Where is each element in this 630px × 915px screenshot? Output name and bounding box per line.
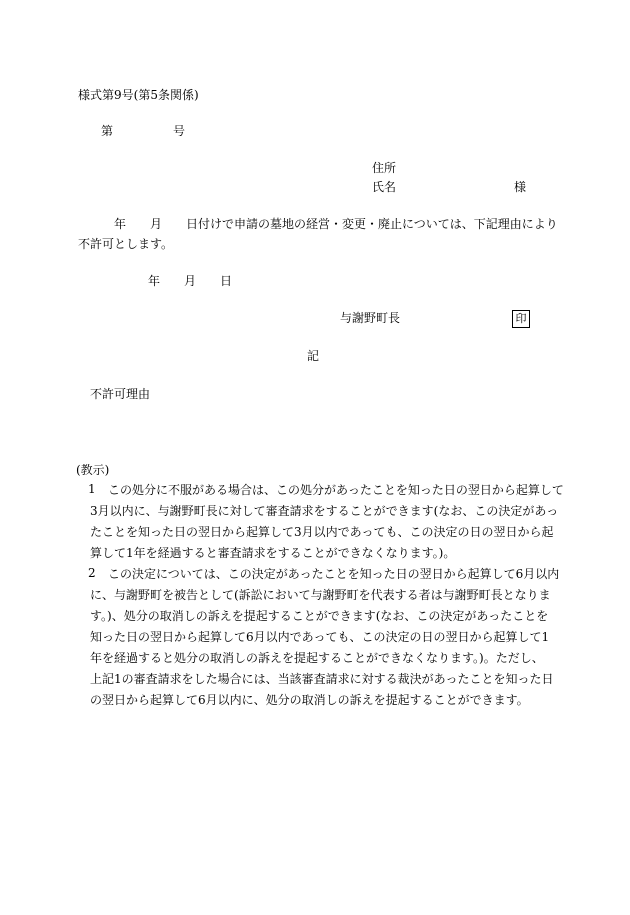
name-label: 氏名: [372, 180, 397, 194]
notice-item-number: 2: [88, 566, 96, 580]
date-month: 月: [184, 274, 197, 288]
body-line-2: 不許可とします。: [78, 237, 174, 251]
notice-line: 3月以内に、与謝野町長に対して審査請求をすることができます(なお、この決定があっ: [90, 504, 559, 518]
notice-line: たことを知った日の翌日から起算して3月以内であっても、この決定の日の翌日から起: [90, 525, 554, 539]
honorific-sama: 様: [514, 180, 527, 194]
reference-go: 号: [173, 124, 186, 138]
issuer-name: 与謝野町長: [340, 311, 401, 325]
notice-heading: (教示): [76, 463, 110, 477]
notice-line: この決定については、この決定があったことを知った日の翌日から起算して6月以内: [108, 567, 560, 581]
notice-line: 知った日の翌日から起算して6月以内であっても、この決定の日の翌日から起算して1: [90, 630, 550, 644]
reason-label: 不許可理由: [90, 387, 151, 401]
notice-line: この処分に不服がある場合は、この処分があったことを知った日の翌日から起算して: [108, 483, 564, 497]
notice-line: 年を経過すると処分の取消しの訴えを提起することができなくなります。)。ただし、: [90, 651, 544, 665]
seal-stamp: 印: [512, 310, 530, 328]
body-line-1: 年 月 日付けで申請の墓地の経営・変更・廃止については、下記理由により: [114, 217, 558, 231]
date-year: 年: [148, 274, 161, 288]
notice-item-number: 1: [88, 482, 96, 496]
notice-line: の翌日から起算して6月以内に、処分の取消しの訴えを提起することができます。: [90, 693, 529, 707]
notice-line: に、与謝野町を被告として(訴訟において与謝野町を代表する者は与謝野町長となりま: [90, 588, 551, 602]
form-number: 様式第9号(第5条関係): [78, 88, 199, 102]
notice-line: 上記1の審査請求をした場合には、当該審査請求に対する裁決があったことを知った日: [90, 672, 554, 686]
notice-line: す。)、処分の取消しの訴えを提起することができます(なお、この決定があったことを: [90, 609, 549, 623]
date-day: 日: [220, 274, 233, 288]
notice-line: 算して1年を経過すると審査請求をすることができなくなります。)。: [90, 546, 456, 560]
reference-dai: 第: [101, 124, 114, 138]
ki-heading: 記: [307, 349, 320, 363]
address-label: 住所: [372, 161, 397, 175]
